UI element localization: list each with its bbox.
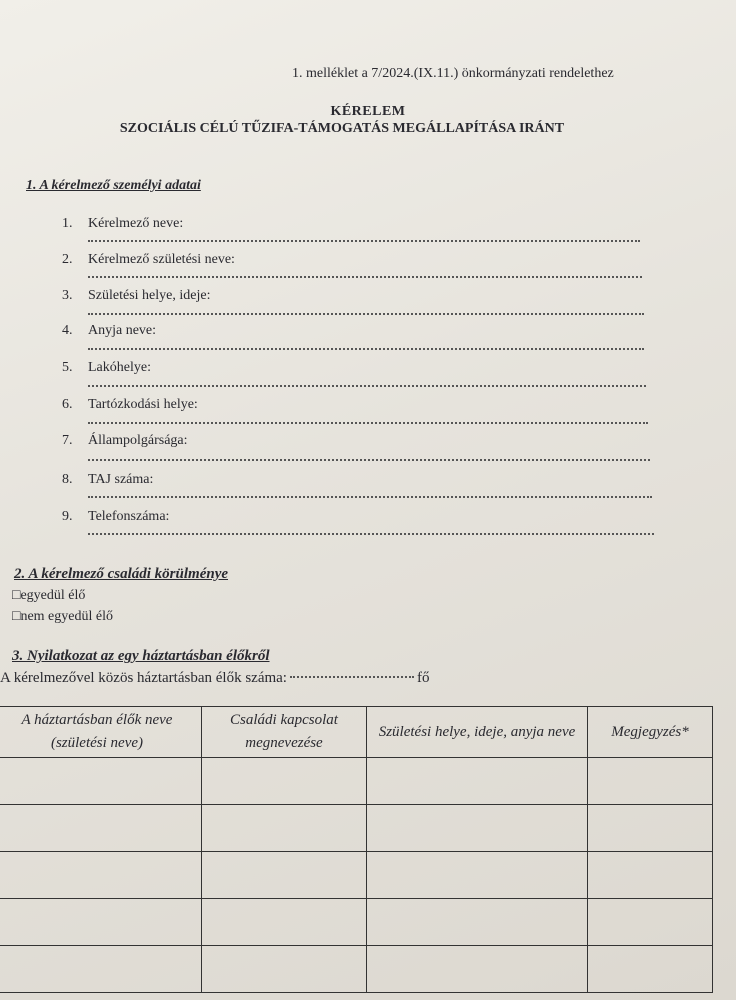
table-header-row <box>0 707 713 758</box>
birth-name-line[interactable] <box>88 276 642 278</box>
field-label: Állampolgársága: <box>88 433 188 448</box>
field-number: 2. <box>62 252 73 267</box>
field-number: 3. <box>62 288 73 303</box>
mother-name-line[interactable] <box>88 348 644 350</box>
table-cell[interactable] <box>202 946 367 993</box>
field-number: 9. <box>62 509 73 524</box>
table-cell[interactable] <box>367 805 588 852</box>
field-label: Lakóhelye: <box>88 360 151 375</box>
col-header-birth-data: Születési helye, ideje, anyja neve <box>367 707 588 758</box>
household-count-label: A kérelmezővel közös háztartásban élők száma: <box>0 670 287 686</box>
section2-heading: 2. A kérelmező családi körülménye <box>14 566 229 582</box>
annex-reference: 1. melléklet a 7/2024.(IX.11.) önkormányzati rendelethez <box>292 66 614 81</box>
residence-line[interactable] <box>88 385 646 387</box>
field-label: Kérelmező születési neve: <box>88 252 235 267</box>
document-subtitle: SZOCIÁLIS CÉLÚ TŰZIFA-TÁMOGATÁS MEGÁLLAPÍTÁSA IRÁNT <box>119 121 565 136</box>
field-label: Telefonszáma: <box>88 509 170 524</box>
field-label: Kérelmező neve: <box>88 216 184 231</box>
table-cell[interactable] <box>588 805 713 852</box>
phone-line[interactable] <box>88 533 654 535</box>
col-header-note: Megjegyzés* <box>588 707 713 758</box>
field-taj-number <box>62 472 153 488</box>
table-cell[interactable] <box>367 758 588 805</box>
field-number: 4. <box>62 323 73 338</box>
option-not-alone[interactable]: □nem egyedül élő <box>12 609 113 624</box>
field-label: Tartózkodási helye: <box>88 397 198 412</box>
table-cell[interactable] <box>588 852 713 899</box>
table-cell[interactable] <box>202 852 367 899</box>
field-number: 8. <box>62 472 73 487</box>
section1-heading: 1. A kérelmező személyi adatai <box>26 178 201 193</box>
table-cell[interactable] <box>0 899 202 946</box>
birth-place-date-line[interactable] <box>88 313 644 315</box>
table-cell[interactable] <box>367 852 588 899</box>
field-temporary-residence <box>62 397 198 413</box>
document-title: KÉRELEM <box>330 104 406 119</box>
citizenship-line[interactable] <box>88 459 650 461</box>
field-label: TAJ száma: <box>88 472 154 487</box>
table-row <box>0 946 713 993</box>
table-cell[interactable] <box>0 852 202 899</box>
table-row <box>0 758 713 805</box>
field-number: 5. <box>62 360 73 375</box>
section3-heading: 3. Nyilatkozat az egy háztartásban élőkről <box>12 648 270 664</box>
field-label: Születési helye, ideje: <box>88 288 211 303</box>
table-cell[interactable] <box>0 805 202 852</box>
household-count-unit: fő <box>416 670 430 686</box>
household-count-input[interactable] <box>290 676 414 678</box>
applicant-name-line[interactable] <box>88 240 640 242</box>
household-count-row <box>0 670 429 687</box>
field-number: 1. <box>62 216 73 231</box>
field-number: 7. <box>62 433 73 448</box>
field-birth-place-date <box>62 288 210 304</box>
field-residence <box>62 360 151 376</box>
table-cell[interactable] <box>367 899 588 946</box>
table-row <box>0 852 713 899</box>
table-cell[interactable] <box>202 805 367 852</box>
table-cell[interactable] <box>0 946 202 993</box>
table-row <box>0 805 713 852</box>
field-applicant-name <box>62 216 183 232</box>
table-cell[interactable] <box>202 758 367 805</box>
field-label: Anyja neve: <box>88 323 157 338</box>
table-row <box>0 899 713 946</box>
taj-number-line[interactable] <box>88 496 652 498</box>
field-birth-name <box>62 252 235 268</box>
temporary-residence-line[interactable] <box>88 422 648 424</box>
field-mother-name <box>62 323 156 339</box>
option-lives-alone[interactable]: □egyedül élő <box>12 588 86 603</box>
table-cell[interactable] <box>588 946 713 993</box>
field-number: 6. <box>62 397 73 412</box>
field-phone <box>62 509 169 525</box>
col-header-relationship: Családi kapcsolat megnevezése <box>202 707 367 758</box>
col-header-name: A háztartásban élők neve (születési neve) <box>0 707 202 758</box>
table-cell[interactable] <box>588 758 713 805</box>
table-cell[interactable] <box>367 946 588 993</box>
table-cell[interactable] <box>0 758 202 805</box>
table-cell[interactable] <box>588 899 713 946</box>
field-citizenship <box>62 433 188 449</box>
table-cell[interactable] <box>202 899 367 946</box>
household-table <box>0 706 713 993</box>
